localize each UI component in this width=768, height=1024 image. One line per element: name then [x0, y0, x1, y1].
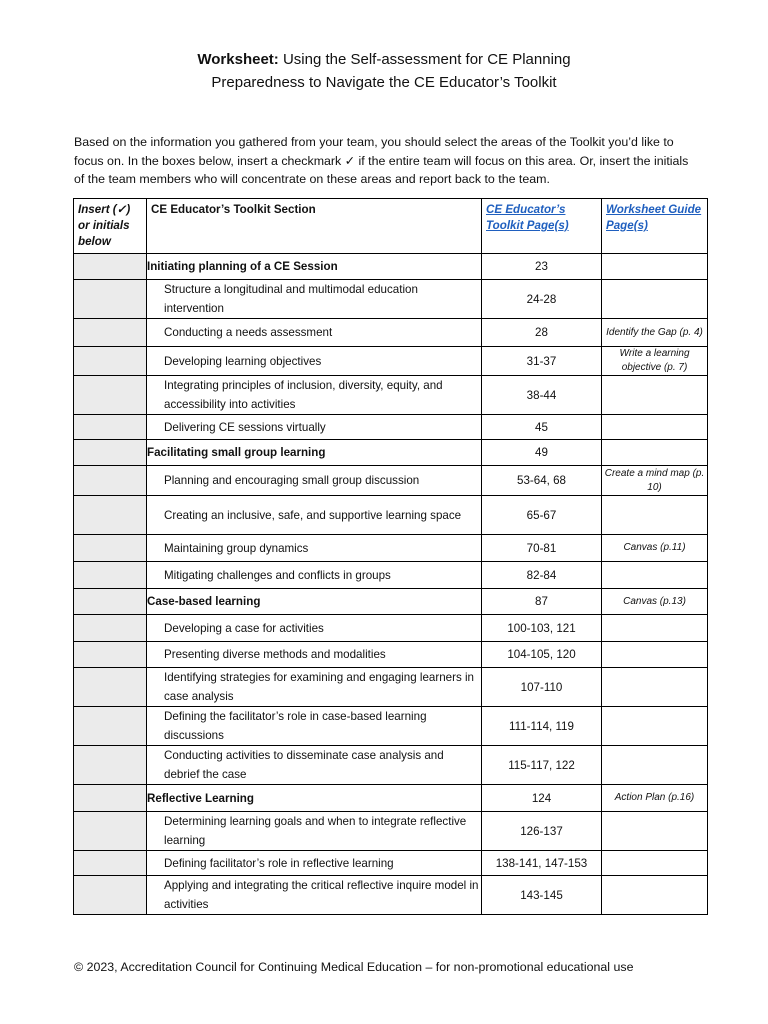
- toolkit-worksheet-table: [73, 198, 708, 915]
- worksheet-guide-cell: [602, 746, 708, 785]
- insert-checkmark-cell[interactable]: [74, 589, 147, 615]
- table-row: [74, 746, 708, 785]
- section-name-cell: Presenting diverse methods and modalities: [147, 642, 482, 668]
- worksheet-guide-cell: [602, 280, 708, 319]
- table-row: [74, 707, 708, 746]
- section-name-cell: Conducting activities to disseminate case analysis and debrief the case: [147, 746, 482, 785]
- section-name-cell: Integrating principles of inclusion, diversity, equity, and accessibility into activities: [147, 376, 482, 415]
- header-insert: Insert (✓) or initials below: [74, 199, 147, 254]
- table-row: [74, 280, 708, 319]
- toolkit-pages-cell: 38-44: [482, 376, 602, 415]
- header-worksheet-guide-link[interactable]: Worksheet Guide Page(s): [602, 199, 708, 254]
- section-name-cell: Delivering CE sessions virtually: [147, 415, 482, 440]
- section-name-cell: Planning and encouraging small group discussion: [147, 466, 482, 496]
- worksheet-guide-cell: [602, 415, 708, 440]
- worksheet-guide-cell: Canvas (p.13): [602, 589, 708, 615]
- section-name-cell: Structure a longitudinal and multimodal education intervention: [147, 280, 482, 319]
- insert-checkmark-cell[interactable]: [74, 615, 147, 642]
- toolkit-pages-cell: 138-141, 147-153: [482, 851, 602, 876]
- insert-checkmark-cell[interactable]: [74, 746, 147, 785]
- toolkit-pages-cell: 70-81: [482, 535, 602, 562]
- worksheet-guide-cell: [602, 496, 708, 535]
- table-row: [74, 466, 708, 496]
- section-name-cell: Conducting a needs assessment: [147, 319, 482, 347]
- insert-checkmark-cell[interactable]: [74, 440, 147, 466]
- section-name-cell: Maintaining group dynamics: [147, 535, 482, 562]
- insert-checkmark-cell[interactable]: [74, 466, 147, 496]
- toolkit-pages-cell: 124: [482, 785, 602, 812]
- table-section-header-row: [74, 785, 708, 812]
- insert-checkmark-cell[interactable]: [74, 876, 147, 915]
- toolkit-pages-cell: 104-105, 120: [482, 642, 602, 668]
- worksheet-guide-cell: [602, 376, 708, 415]
- table-row: [74, 642, 708, 668]
- table-row: [74, 812, 708, 851]
- table-row: [74, 535, 708, 562]
- table-section-header-row: [74, 589, 708, 615]
- insert-checkmark-cell[interactable]: [74, 319, 147, 347]
- header-section: CE Educator’s Toolkit Section: [147, 199, 482, 254]
- toolkit-pages-cell: 143-145: [482, 876, 602, 915]
- section-name-cell: Defining the facilitator’s role in case-based learning discussions: [147, 707, 482, 746]
- worksheet-guide-cell: [602, 876, 708, 915]
- worksheet-guide-cell: [602, 668, 708, 707]
- worksheet-guide-cell: Write a learning objective (p. 7): [602, 347, 708, 376]
- table-section-header-row: [74, 440, 708, 466]
- toolkit-pages-cell: 100-103, 121: [482, 615, 602, 642]
- toolkit-pages-cell: 45: [482, 415, 602, 440]
- table-row: [74, 876, 708, 915]
- worksheet-guide-cell: [602, 812, 708, 851]
- toolkit-pages-cell: 115-117, 122: [482, 746, 602, 785]
- section-name-cell: Creating an inclusive, safe, and supportive learning space: [147, 496, 482, 535]
- toolkit-pages-cell: 126-137: [482, 812, 602, 851]
- toolkit-pages-cell: 28: [482, 319, 602, 347]
- intro-paragraph: Based on the information you gathered from your team, you should select the areas of the Toolkit you’d like to focus on. In the boxes below, insert a checkmark ✓ if the entire team will focus on this area. Or, insert the initials of the team members who will concentrate on these areas and report back to the team.: [74, 135, 689, 186]
- table-row: [74, 496, 708, 535]
- insert-checkmark-cell[interactable]: [74, 254, 147, 280]
- worksheet-guide-cell: Action Plan (p.16): [602, 785, 708, 812]
- worksheet-guide-cell: Create a mind map (p. 10): [602, 466, 708, 496]
- section-name-cell: Determining learning goals and when to integrate reflective learning: [147, 812, 482, 851]
- worksheet-guide-cell: Canvas (p.11): [602, 535, 708, 562]
- section-name-cell: Initiating planning of a CE Session: [147, 254, 482, 280]
- worksheet-guide-cell: [602, 440, 708, 466]
- insert-checkmark-cell[interactable]: [74, 347, 147, 376]
- toolkit-pages-cell: 49: [482, 440, 602, 466]
- worksheet-guide-cell: [602, 642, 708, 668]
- insert-checkmark-cell[interactable]: [74, 535, 147, 562]
- table-section-header-row: [74, 254, 708, 280]
- section-name-cell: Facilitating small group learning: [147, 440, 482, 466]
- section-name-cell: Mitigating challenges and conflicts in groups: [147, 562, 482, 589]
- worksheet-guide-cell: [602, 562, 708, 589]
- toolkit-pages-cell: 87: [482, 589, 602, 615]
- table-row: [74, 319, 708, 347]
- insert-checkmark-cell[interactable]: [74, 785, 147, 812]
- worksheet-guide-cell: [602, 615, 708, 642]
- insert-checkmark-cell[interactable]: [74, 376, 147, 415]
- toolkit-pages-cell: 53-64, 68: [482, 466, 602, 496]
- worksheet-title: [0, 48, 768, 94]
- toolkit-pages-cell: 65-67: [482, 496, 602, 535]
- toolkit-pages-cell: 31-37: [482, 347, 602, 376]
- insert-checkmark-cell[interactable]: [74, 707, 147, 746]
- toolkit-pages-cell: 82-84: [482, 562, 602, 589]
- section-name-cell: Developing learning objectives: [147, 347, 482, 376]
- table-row: [74, 562, 708, 589]
- title-bold-prefix: Worksheet:: [197, 51, 279, 68]
- worksheet-guide-cell: Identify the Gap (p. 4): [602, 319, 708, 347]
- toolkit-pages-cell: 107-110: [482, 668, 602, 707]
- table-row: [74, 376, 708, 415]
- insert-checkmark-cell[interactable]: [74, 851, 147, 876]
- header-toolkit-pages-link[interactable]: CE Educator’s Toolkit Page(s): [482, 199, 602, 254]
- table-row: [74, 615, 708, 642]
- insert-checkmark-cell[interactable]: [74, 812, 147, 851]
- insert-checkmark-cell[interactable]: [74, 668, 147, 707]
- insert-checkmark-cell[interactable]: [74, 415, 147, 440]
- toolkit-pages-cell: 111-114, 119: [482, 707, 602, 746]
- copyright-footer: © 2023, Accreditation Council for Continuing Medical Education – for non-promotional educational use: [74, 960, 634, 974]
- insert-checkmark-cell[interactable]: [74, 562, 147, 589]
- section-name-cell: Reflective Learning: [147, 785, 482, 812]
- table-row: [74, 851, 708, 876]
- table-row: [74, 668, 708, 707]
- worksheet-guide-cell: [602, 851, 708, 876]
- section-name-cell: Case-based learning: [147, 589, 482, 615]
- worksheet-guide-cell: [602, 254, 708, 280]
- section-name-cell: Developing a case for activities: [147, 615, 482, 642]
- insert-checkmark-cell[interactable]: [74, 642, 147, 668]
- insert-checkmark-cell[interactable]: [74, 496, 147, 535]
- table-row: [74, 347, 708, 376]
- toolkit-pages-cell: 24-28: [482, 280, 602, 319]
- toolkit-pages-cell: 23: [482, 254, 602, 280]
- title-line1: Using the Self-assessment for CE Planning: [278, 51, 571, 68]
- title-line2: Preparedness to Navigate the CE Educator’s Toolkit: [211, 74, 557, 91]
- insert-checkmark-cell[interactable]: [74, 280, 147, 319]
- section-name-cell: Defining facilitator’s role in reflective learning: [147, 851, 482, 876]
- worksheet-guide-cell: [602, 707, 708, 746]
- section-name-cell: Applying and integrating the critical reflective inquire model in activities: [147, 876, 482, 915]
- table-header-row: [74, 199, 708, 254]
- table-row: [74, 415, 708, 440]
- section-name-cell: Identifying strategies for examining and engaging learners in case analysis: [147, 668, 482, 707]
